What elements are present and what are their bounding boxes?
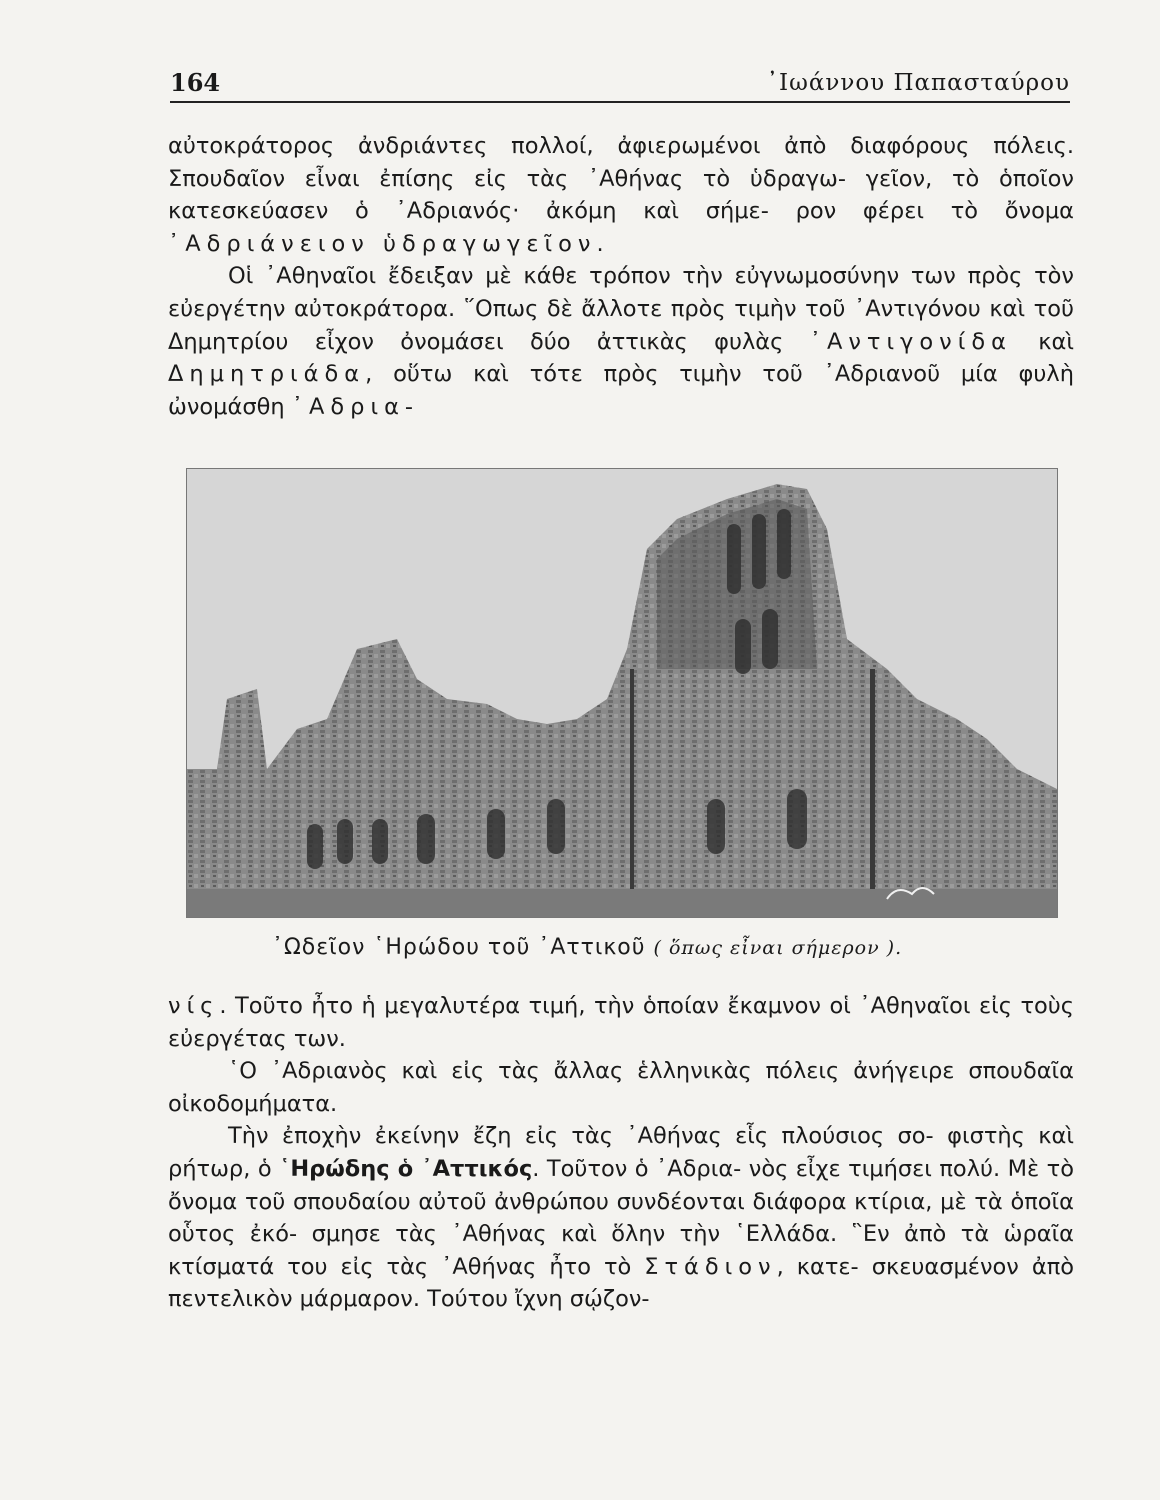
- text-line: ἀττικὰς φυλὰς: [596, 328, 810, 355]
- text-line: . Τοῦτο ἦτο ἡ μεγαλυτέρα τιμή, τὴν ὁποίαν ἔκαμνον οἱ: [219, 993, 851, 1019]
- text-line: σμησε τὰς ᾽Αθήνας καὶ ὅλην τὴν ῾Ελλάδα. ῝Εν ἀπὸ τὰ ὡραῖα: [311, 1221, 1075, 1248]
- spaced-term: ᾽Αδρια-: [291, 393, 420, 420]
- text-fragment: . Τοῦτον ὁ ᾽Αδρια-: [532, 1155, 742, 1182]
- caption-main: ᾽Ωδεῖον ῾Ηρώδου τοῦ ᾽Αττικοῦ: [272, 935, 646, 960]
- text-line: φιστὴς καὶ ρήτωρ, ὁ: [168, 1123, 1074, 1182]
- paragraph-honor: [168, 990, 1074, 1055]
- text-line: Οἱ ᾽Αθηναῖοι ἔδειξαν μὲ κάθε τρόπον τὴν εὐγνωμοσύνην: [228, 263, 900, 290]
- text-line: πόλεις. Σπουδαῖον εἶναι ἐπίσης εἰς τὰς ᾽Αθήνας τὸ ὑδραγω-: [168, 133, 1074, 192]
- spaced-term: ᾽Αδριάνειον ὑδραγωγεῖον: [168, 230, 597, 257]
- text-line: ᾽Αθηναῖοι εἰς τοὺς εὐεργέτας των.: [168, 993, 1075, 1052]
- odeon-photograph: [186, 468, 1058, 918]
- odeon-ruins-illustration: [187, 469, 1057, 917]
- text-fragment: , οὕτω καὶ: [365, 361, 509, 388]
- text-line: Τὴν ἐποχὴν ἐκείνην ἔζη εἰς τὰς ᾽Αθήνας εἷς πλούσιος σο-: [228, 1123, 934, 1150]
- text-line: ρον φέρει τὸ ὄνομα: [795, 198, 1074, 225]
- paragraph-herodes: [168, 1120, 1074, 1316]
- text-line: γεῖον, τὸ ὁποῖον κατεσκεύασεν ὁ ᾽Αδριανός· ἀκόμη καὶ σήμε-: [168, 165, 1074, 225]
- figure-caption: [272, 935, 992, 960]
- page-header: [170, 68, 1070, 102]
- text-fragment: καὶ: [1011, 328, 1074, 355]
- caption-note: ( ὅπως εἶναι σήμερον ).: [653, 937, 903, 959]
- text-fragment: .: [596, 230, 604, 257]
- text-line: σπουδαῖα οἰκοδομήματα.: [168, 1058, 1074, 1117]
- text-line: κτίσματά του εἰς τὰς ᾽Αθήνας ἦτο τὸ: [168, 1253, 645, 1280]
- text-line: ἀνθρώπου συνδέονται διάφορα κτίρια, μὲ τὰ ὁποῖα οὗτος ἐκό-: [168, 1188, 1074, 1248]
- spaced-term: Στάδιον: [644, 1253, 777, 1280]
- text-line: νὸς εἶχε τιμήσει πολύ. Μὲ τὸ ὄνομα τοῦ σπουδαίου αὐτοῦ: [168, 1155, 1074, 1215]
- text-line: σκευασμένον ἀπὸ πεντελικὸν μάρμαρον. Τούτου ἴχνη σῴζον-: [168, 1253, 1075, 1313]
- text-line: τιμὴν τοῦ ᾽Αντιγόνου καὶ τοῦ Δημητρίου εἶχον ὀνομάσει δύο: [168, 295, 1074, 355]
- text-line: αὐτοκράτορος ἀνδριάντες πολλοί, ἀφιερωμένοι ἀπὸ διαφόρους: [168, 133, 970, 159]
- bold-name: ῾Ηρώδης ὁ ᾽Αττικός: [279, 1155, 533, 1182]
- running-head: ᾽Ιωάννου Παπασταύρου: [766, 70, 1070, 96]
- page-number: 164: [170, 68, 221, 97]
- paragraph-other-cities: [168, 1055, 1074, 1120]
- text-block-top: [168, 130, 1074, 423]
- paragraph-aqueduct: [168, 130, 1074, 260]
- header-rule: [170, 101, 1070, 103]
- text-line: των πρὸς τὸν εὐεργέτην αὐτοκράτορα. ῞Οπως δὲ ἄλλοτε πρὸς: [168, 263, 1074, 322]
- text-block-bottom: [168, 990, 1074, 1316]
- spaced-term: ᾽Αντιγονίδα: [809, 328, 1012, 355]
- text-line: τότε πρὸς τιμὴν τοῦ ᾽Αδριανοῦ μία φυλὴ ὠνομάσθη: [168, 361, 1074, 420]
- spaced-term: νίς: [168, 993, 220, 1019]
- text-line: ῾Ο ᾽Αδριανὸς καὶ εἰς τὰς ἄλλας ἑλληνικὰς πόλεις ἀνήγειρε: [228, 1058, 955, 1085]
- paragraph-gratitude: [168, 260, 1074, 423]
- text-fragment: , κατε-: [776, 1253, 859, 1280]
- spaced-term: Δημητριάδα: [168, 361, 366, 388]
